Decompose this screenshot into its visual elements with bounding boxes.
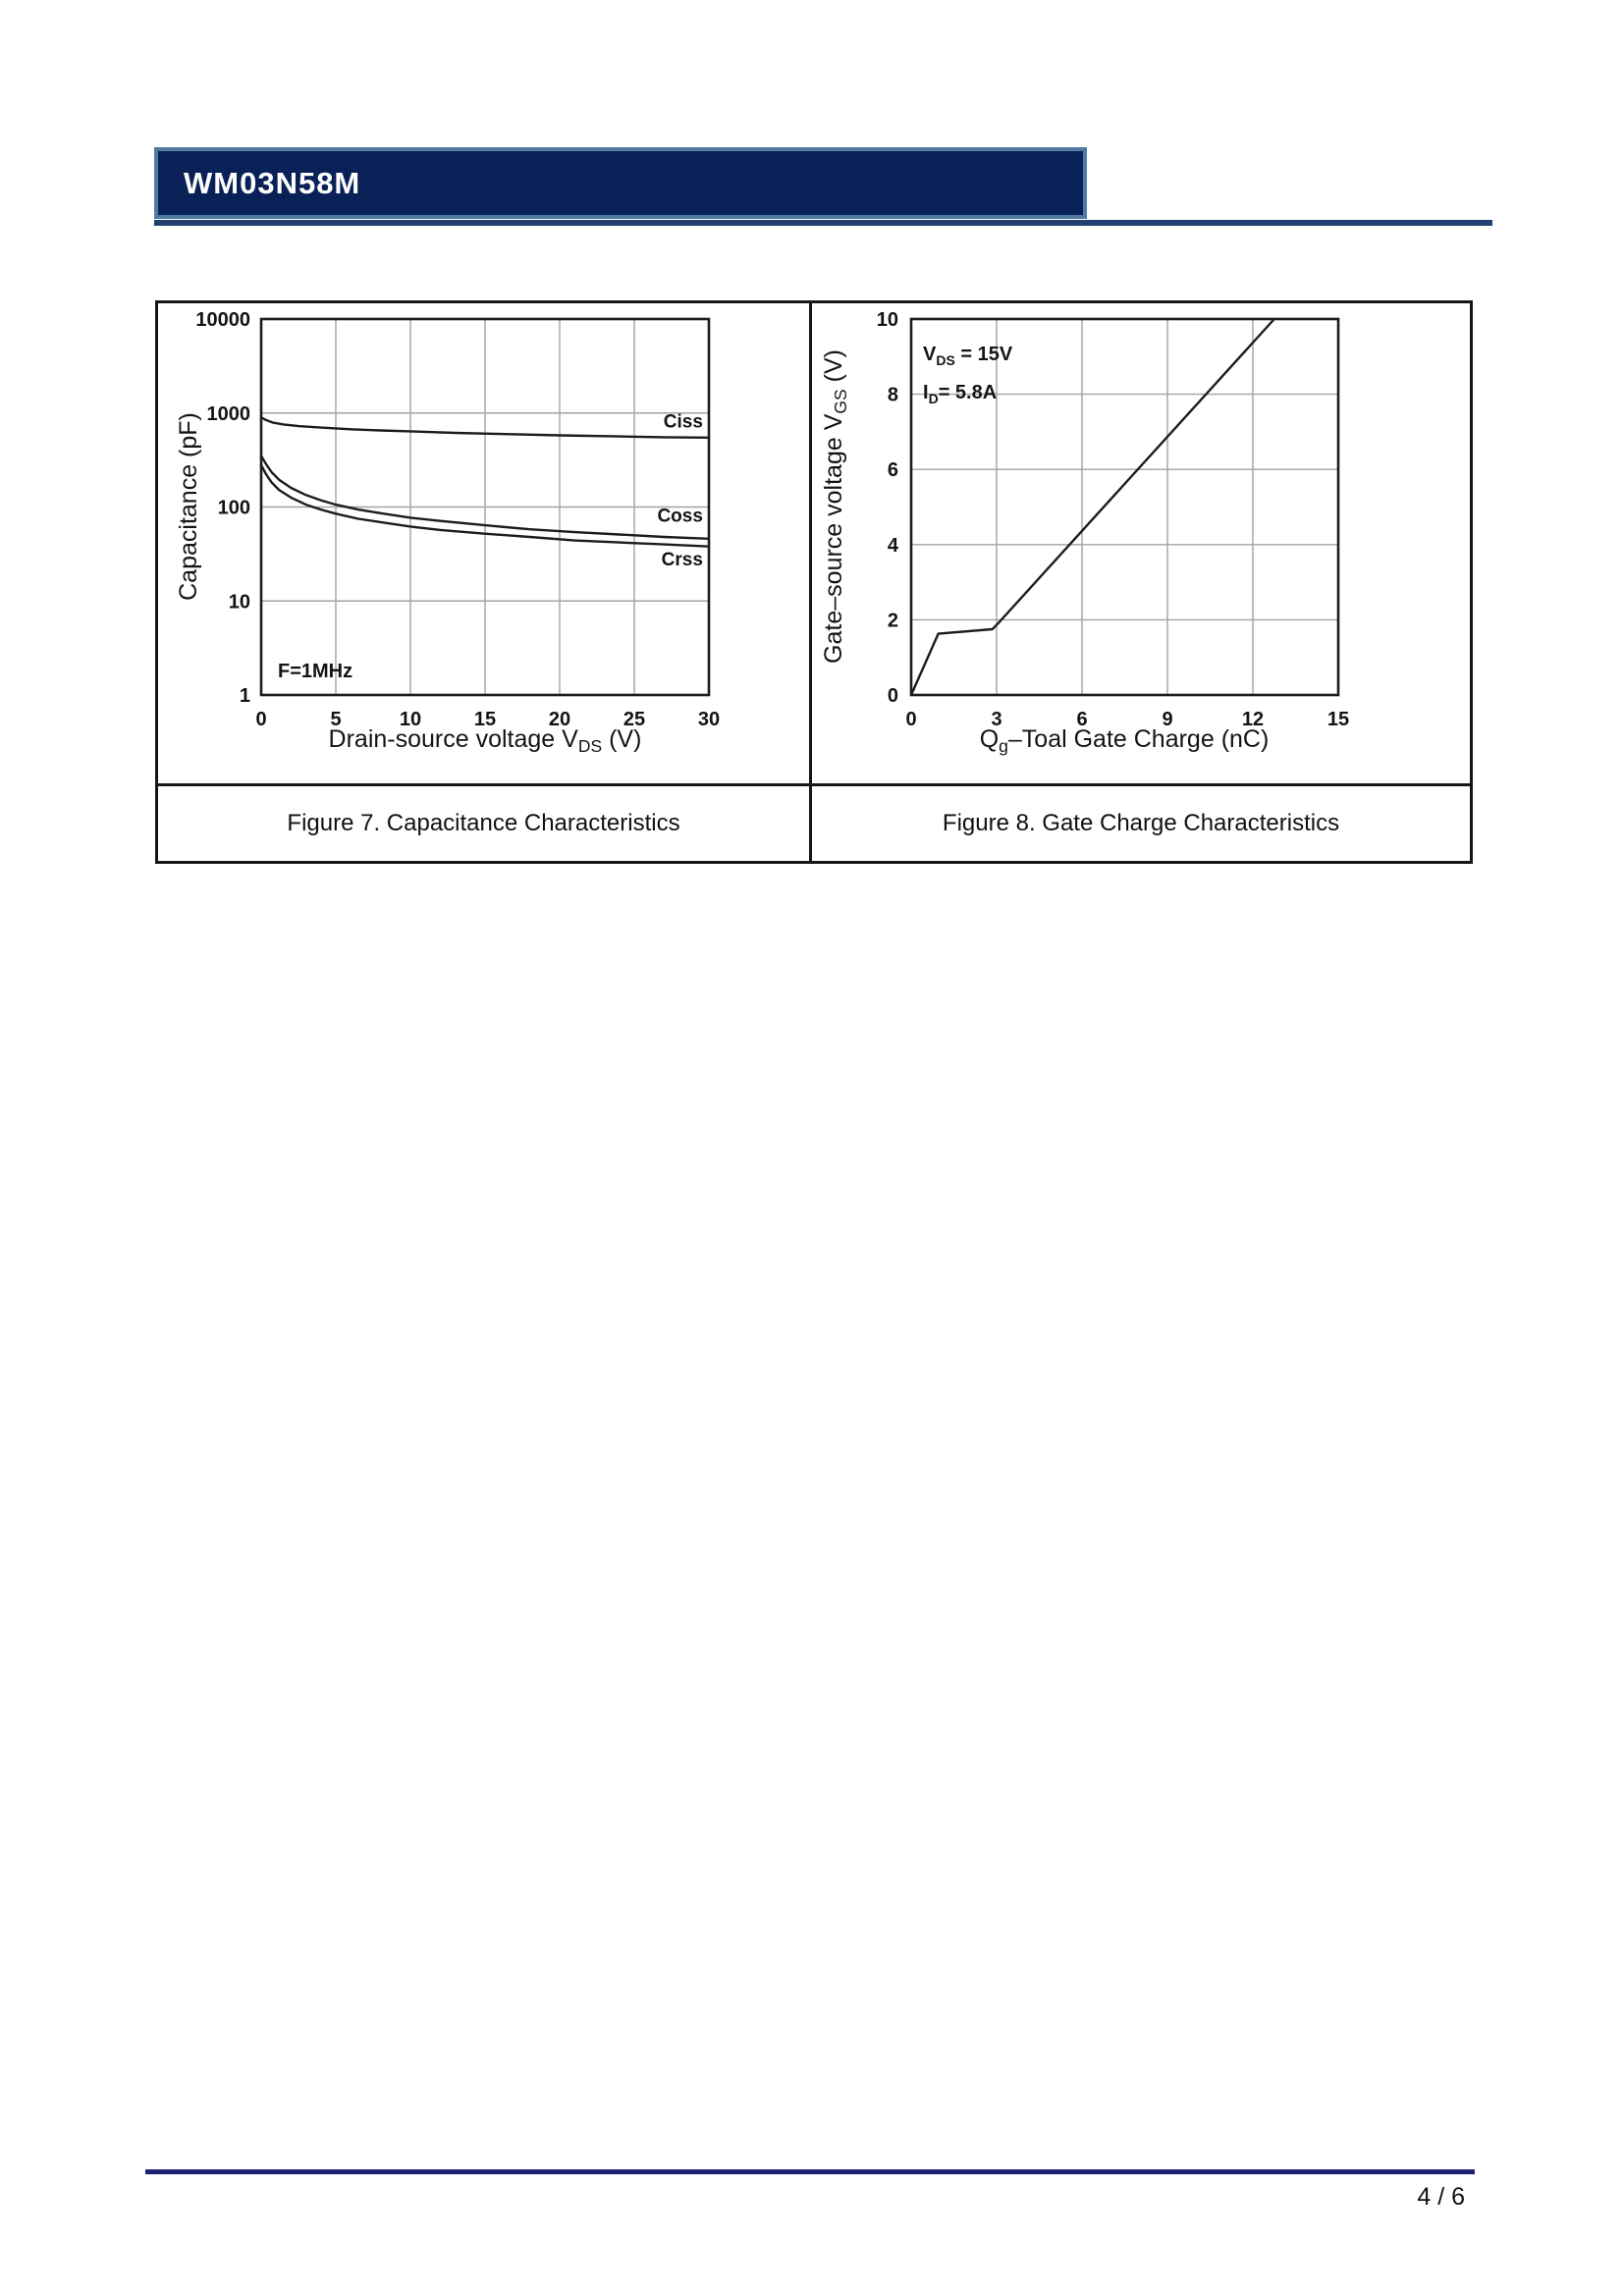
- capacitance-chart: [158, 303, 809, 783]
- gate-charge-y-axis-title: Gate–source voltage $V_{GS}$ (V): [820, 349, 850, 664]
- y-tick-1000: 1000: [206, 402, 250, 425]
- y-tick-2: 2: [887, 610, 898, 632]
- capacitance-chart-cell: [158, 303, 812, 783]
- y-tick-4: 4: [887, 534, 898, 557]
- plot-frame: [911, 319, 1338, 695]
- y-tick-10000: 10000: [195, 309, 250, 331]
- x-tick-6: 6: [1076, 709, 1088, 730]
- page-number: 4 / 6: [1417, 2183, 1465, 2211]
- capacitance-x-axis-title: Drain-source voltage $V_{DS}$ (V): [328, 725, 642, 756]
- gate-charge-annotation-1: $I_D= 5.8A$: [923, 382, 998, 406]
- x-tick-15: 15: [1326, 709, 1350, 730]
- crss-series-label: Crss: [661, 549, 703, 570]
- capacitance-annotation-0: F=1MHz: [278, 661, 353, 682]
- x-tick-15: 15: [473, 709, 497, 730]
- page-title: WM03N58M: [184, 165, 361, 200]
- figure-table: [155, 300, 1473, 864]
- x-tick-10: 10: [399, 709, 422, 730]
- capacitance-y-axis-title: Capacitance (pF): [175, 412, 202, 601]
- y-tick-6: 6: [887, 459, 898, 482]
- footer-rule: [145, 2169, 1475, 2174]
- y-tick-0: 0: [887, 685, 898, 707]
- caption-row: [158, 783, 1470, 861]
- y-tick-1: 1: [239, 685, 250, 707]
- figure8-caption: Figure 8. Gate Charge Characteristics: [812, 786, 1470, 861]
- figure7-caption: Figure 7. Capacitance Characteristics: [158, 786, 812, 861]
- x-tick-0: 0: [905, 709, 917, 730]
- coss-series-label: Coss: [657, 506, 703, 527]
- x-tick-3: 3: [991, 709, 1002, 730]
- y-tick-8: 8: [887, 384, 898, 406]
- x-tick-20: 20: [548, 709, 571, 730]
- header-underline: [154, 220, 1492, 226]
- ciss-series-label: Ciss: [663, 411, 703, 433]
- x-tick-9: 9: [1162, 709, 1173, 730]
- gate-charge-chart-cell: [812, 303, 1470, 783]
- y-tick-10: 10: [228, 591, 250, 614]
- x-tick-12: 12: [1241, 709, 1265, 730]
- header-bar: [154, 147, 1087, 219]
- gate-charge-x-axis-title: $Q_g$–Toal Gate Charge (nC): [979, 725, 1270, 756]
- y-tick-10: 10: [876, 309, 898, 331]
- gate-charge-chart: [812, 303, 1470, 783]
- y-tick-100: 100: [217, 497, 250, 519]
- x-tick-30: 30: [697, 709, 721, 730]
- vgs-curve: [911, 319, 1274, 695]
- x-tick-25: 25: [623, 709, 646, 730]
- gate-charge-annotation-0: $V_{DS} = 15V$: [923, 344, 1013, 368]
- x-tick-5: 5: [330, 709, 342, 730]
- x-tick-0: 0: [255, 709, 267, 730]
